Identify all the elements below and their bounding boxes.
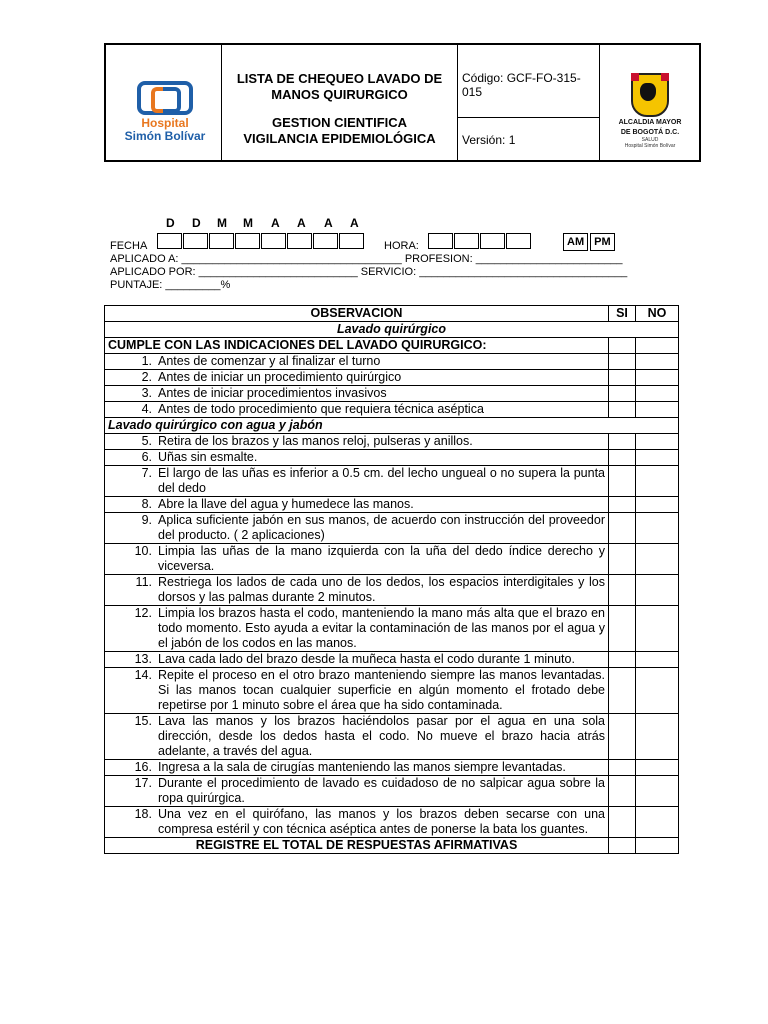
no-checkbox-cell[interactable] xyxy=(636,544,679,575)
section-row xyxy=(105,418,679,434)
item-number: 17. xyxy=(134,776,152,790)
item-text: El largo de las uñas es inferior a 0.5 cm. del lecho ungueal o no supera la punta del dedo xyxy=(158,466,605,495)
observation-cell xyxy=(105,544,609,575)
observation-cell xyxy=(105,606,609,652)
no-checkbox-cell[interactable] xyxy=(636,606,679,652)
observation-cell xyxy=(105,652,609,668)
fecha-box[interactable] xyxy=(235,233,260,249)
fecha-box[interactable] xyxy=(209,233,234,249)
table-row xyxy=(105,807,679,838)
si-header: SI xyxy=(609,306,636,322)
si-checkbox-cell[interactable] xyxy=(609,714,636,760)
no-checkbox-cell[interactable] xyxy=(636,386,679,402)
table-row xyxy=(105,575,679,606)
si-checkbox-cell[interactable] xyxy=(609,497,636,513)
item-number: 15. xyxy=(134,714,152,728)
item-text: Antes de iniciar procedimientos invasivos xyxy=(158,386,387,400)
alcaldia-bogota-logo xyxy=(614,73,686,149)
si-checkbox-cell[interactable] xyxy=(609,760,636,776)
hospital-simon-bolivar-logo xyxy=(120,81,210,143)
observation-cell xyxy=(105,354,609,370)
item-number: 13. xyxy=(134,652,152,666)
no-cell[interactable] xyxy=(636,338,679,354)
section1-title: CUMPLE CON LAS INDICACIONES DEL LAVADO QUIRURGICO: xyxy=(105,338,609,354)
item-text: Retira de los brazos y las manos reloj, pulseras y anillos. xyxy=(158,434,473,448)
title-cell xyxy=(222,45,458,160)
document-title-line1: LISTA DE CHEQUEO LAVADO DE xyxy=(236,71,443,86)
observation-cell xyxy=(105,575,609,606)
si-checkbox-cell[interactable] xyxy=(609,807,636,838)
si-checkbox-cell[interactable] xyxy=(609,575,636,606)
date-letter: M xyxy=(217,216,227,230)
no-checkbox-cell[interactable] xyxy=(636,434,679,450)
item-text: Antes de iniciar un procedimiento quirúrgico xyxy=(158,370,402,384)
date-letter: D xyxy=(166,216,175,230)
observation-cell xyxy=(105,466,609,497)
fecha-box[interactable] xyxy=(339,233,364,249)
si-cell[interactable] xyxy=(609,338,636,354)
observation-cell xyxy=(105,497,609,513)
no-checkbox-cell[interactable] xyxy=(636,668,679,714)
table-row xyxy=(105,776,679,807)
table-row xyxy=(105,450,679,466)
aplicado-a-field[interactable]: APLICADO A: ____________________________________ PROFESION: ________________________ xyxy=(110,253,623,265)
table-row xyxy=(105,402,679,418)
table-row xyxy=(105,760,679,776)
item-number: 4. xyxy=(141,402,152,416)
fecha-label: FECHA xyxy=(110,240,148,252)
si-checkbox-cell[interactable] xyxy=(609,434,636,450)
item-number: 7. xyxy=(141,466,152,480)
observation-cell xyxy=(105,434,609,450)
hora-input-boxes[interactable] xyxy=(428,233,532,249)
si-checkbox-cell[interactable] xyxy=(609,386,636,402)
hora-box[interactable] xyxy=(454,233,479,249)
si-checkbox-cell[interactable] xyxy=(609,402,636,418)
no-checkbox-cell[interactable] xyxy=(636,575,679,606)
table-subtitle: Lavado quirúrgico xyxy=(105,322,679,338)
item-number: 2. xyxy=(141,370,152,384)
table-row xyxy=(105,466,679,497)
si-checkbox-cell[interactable] xyxy=(609,370,636,386)
date-letter: A xyxy=(324,216,333,230)
si-checkbox-cell[interactable] xyxy=(609,354,636,370)
table-row xyxy=(105,354,679,370)
observation-cell xyxy=(105,668,609,714)
item-text: Una vez en el quirófano, las manos y los brazos deben secarse con una compresa estéril y con técnica aséptica antes de ponerse la bata los guantes. xyxy=(158,807,605,836)
no-checkbox-cell[interactable] xyxy=(636,513,679,544)
hora-label: HORA: xyxy=(384,240,419,252)
checklist-table xyxy=(104,305,679,854)
am-pm-selector[interactable] xyxy=(563,233,617,251)
hora-box[interactable] xyxy=(428,233,453,249)
bogota-shield-icon xyxy=(631,73,669,117)
fecha-box[interactable] xyxy=(287,233,312,249)
si-checkbox-cell[interactable] xyxy=(609,450,636,466)
item-text: Limpia las uñas de la mano izquierda con la uña del dedo índice derecho y viceversa. xyxy=(158,544,605,573)
document-header xyxy=(104,43,701,162)
item-text: Limpia los brazos hasta el codo, manteniendo la mano más alta que el brazo en todo momento. Esto ayuda a evitar la contaminación de las manos por el agua y el jabón de los codos en las manos. xyxy=(158,606,605,650)
item-number: 1. xyxy=(141,354,152,368)
hospital-logo-cell xyxy=(106,45,222,160)
no-checkbox-cell[interactable] xyxy=(636,466,679,497)
item-text: Restriega los lados de cada uno de los dedos, los espacios interdigitales y los dorsos y las palmas durante 2 minutos. xyxy=(158,575,605,604)
item-number: 10. xyxy=(134,544,152,558)
no-checkbox-cell[interactable] xyxy=(636,450,679,466)
bogota-logo-line1: ALCALDIA MAYOR xyxy=(618,119,682,126)
table-row xyxy=(105,714,679,760)
am-option[interactable]: AM xyxy=(563,233,588,251)
si-checkbox-cell[interactable] xyxy=(609,513,636,544)
observation-cell xyxy=(105,807,609,838)
no-checkbox-cell[interactable] xyxy=(636,652,679,668)
observation-cell xyxy=(105,513,609,544)
puntaje-field[interactable]: PUNTAJE: _________% xyxy=(110,279,231,291)
si-checkbox-cell[interactable] xyxy=(609,544,636,575)
si-checkbox-cell[interactable] xyxy=(609,652,636,668)
department-line1: GESTION CIENTIFICA xyxy=(271,115,408,130)
item-number: 6. xyxy=(141,450,152,464)
item-text: Lava cada lado del brazo desde la muñeca hasta el codo durante 1 minuto. xyxy=(158,652,575,666)
item-text: Uñas sin esmalte. xyxy=(158,450,258,464)
si-checkbox-cell[interactable] xyxy=(609,466,636,497)
item-text: Aplica suficiente jabón en sus manos, de acuerdo con instrucción del proveedor del producto. ( 2 aplicaciones) xyxy=(158,513,605,542)
observation-cell xyxy=(105,760,609,776)
no-checkbox-cell[interactable] xyxy=(636,807,679,838)
document-title-line2: MANOS QUIRURGICO xyxy=(271,87,408,102)
fecha-box[interactable] xyxy=(313,233,338,249)
table-row xyxy=(105,386,679,402)
item-text: Antes de comenzar y al finalizar el turno xyxy=(158,354,381,368)
hospital-logo-mark xyxy=(137,81,193,115)
pm-option[interactable]: PM xyxy=(590,233,615,251)
item-text: Durante el procedimiento de lavado es cuidadoso de no salpicar agua sobre la ropa quirúrgica. xyxy=(158,776,605,805)
item-number: 3. xyxy=(141,386,152,400)
item-number: 11. xyxy=(135,575,152,589)
observacion-header: OBSERVACION xyxy=(105,306,609,322)
section-row xyxy=(105,338,679,354)
no-total-cell[interactable] xyxy=(636,838,679,854)
hora-box[interactable] xyxy=(480,233,505,249)
si-checkbox-cell[interactable] xyxy=(609,668,636,714)
table-row xyxy=(105,513,679,544)
item-text: Lava las manos y los brazos haciéndolos pasar por el agua en una sola dirección, desde los dedos hasta el codo. No mueve el brazo hacia atrás adelante, a través del agua. xyxy=(158,714,605,758)
table-row xyxy=(105,497,679,513)
total-label: REGISTRE EL TOTAL DE RESPUESTAS AFIRMATIVAS xyxy=(105,838,609,854)
bogota-logo-line2: DE BOGOTÁ D.C. xyxy=(620,129,680,136)
document-code: Código: GCF-FO-315-015 xyxy=(462,71,581,99)
observation-cell xyxy=(105,714,609,760)
bogota-logo-line3: SALUD xyxy=(641,137,659,143)
subtitle-row xyxy=(105,322,679,338)
no-checkbox-cell[interactable] xyxy=(636,370,679,386)
table-row xyxy=(105,544,679,575)
item-text: Antes de todo procedimiento que requiera técnica aséptica xyxy=(158,402,484,416)
fecha-box[interactable] xyxy=(261,233,286,249)
date-letter: A xyxy=(297,216,306,230)
section2-title: Lavado quirúrgico con agua y jabón xyxy=(105,418,679,434)
item-number: 14. xyxy=(134,668,152,682)
observation-cell xyxy=(105,776,609,807)
item-number: 16. xyxy=(134,760,152,774)
observation-cell xyxy=(105,450,609,466)
date-letter: A xyxy=(271,216,280,230)
document-version: Versión: 1 xyxy=(462,133,516,147)
table-row xyxy=(105,370,679,386)
hospital-logo-line1: Hospital xyxy=(141,116,189,130)
date-letter: M xyxy=(243,216,253,230)
table-header-row xyxy=(105,306,679,322)
item-number: 5. xyxy=(141,434,152,448)
fecha-box[interactable] xyxy=(157,233,182,249)
no-checkbox-cell[interactable] xyxy=(636,760,679,776)
no-checkbox-cell[interactable] xyxy=(636,776,679,807)
no-checkbox-cell[interactable] xyxy=(636,497,679,513)
table-row xyxy=(105,434,679,450)
table-row xyxy=(105,606,679,652)
bogota-logo-line4: Hospital Simón Bolívar xyxy=(624,143,676,149)
observation-cell xyxy=(105,370,609,386)
item-number: 8. xyxy=(141,497,152,511)
hospital-logo-line2: Simón Bolívar xyxy=(124,129,206,143)
si-checkbox-cell[interactable] xyxy=(609,776,636,807)
code-version-cell xyxy=(458,45,600,160)
total-row xyxy=(105,838,679,854)
date-letter: D xyxy=(192,216,201,230)
item-text: Repite el proceso en el otro brazo manteniendo siempre las manos levantadas. Si las manos tocan cualquier superficie en algún momento el frotado debe repetirse por 1 minuto sobre el área que ha sido contaminada. xyxy=(158,668,605,712)
hora-box[interactable] xyxy=(506,233,531,249)
item-number: 9. xyxy=(141,513,152,527)
item-number: 12. xyxy=(134,606,152,620)
fecha-box[interactable] xyxy=(183,233,208,249)
no-checkbox-cell[interactable] xyxy=(636,354,679,370)
observation-cell xyxy=(105,386,609,402)
table-row xyxy=(105,668,679,714)
date-letter: A xyxy=(350,216,359,230)
si-checkbox-cell[interactable] xyxy=(609,606,636,652)
observation-cell xyxy=(105,402,609,418)
item-number: 18. xyxy=(134,807,152,821)
no-checkbox-cell[interactable] xyxy=(636,402,679,418)
fecha-input-boxes[interactable] xyxy=(157,233,365,249)
no-header: NO xyxy=(636,306,679,322)
aplicado-por-field[interactable]: APLICADO POR: __________________________ SERVICIO: __________________________________ xyxy=(110,266,628,278)
bogota-logo-cell xyxy=(600,45,699,160)
department-line2: VIGILANCIA EPIDEMIOLÓGICA xyxy=(243,131,436,146)
item-text: Abre la llave del agua y humedece las manos. xyxy=(158,497,414,511)
item-text: Ingresa a la sala de cirugías manteniendo las manos siempre levantadas. xyxy=(158,760,566,774)
no-checkbox-cell[interactable] xyxy=(636,714,679,760)
si-total-cell[interactable] xyxy=(609,838,636,854)
table-row xyxy=(105,652,679,668)
